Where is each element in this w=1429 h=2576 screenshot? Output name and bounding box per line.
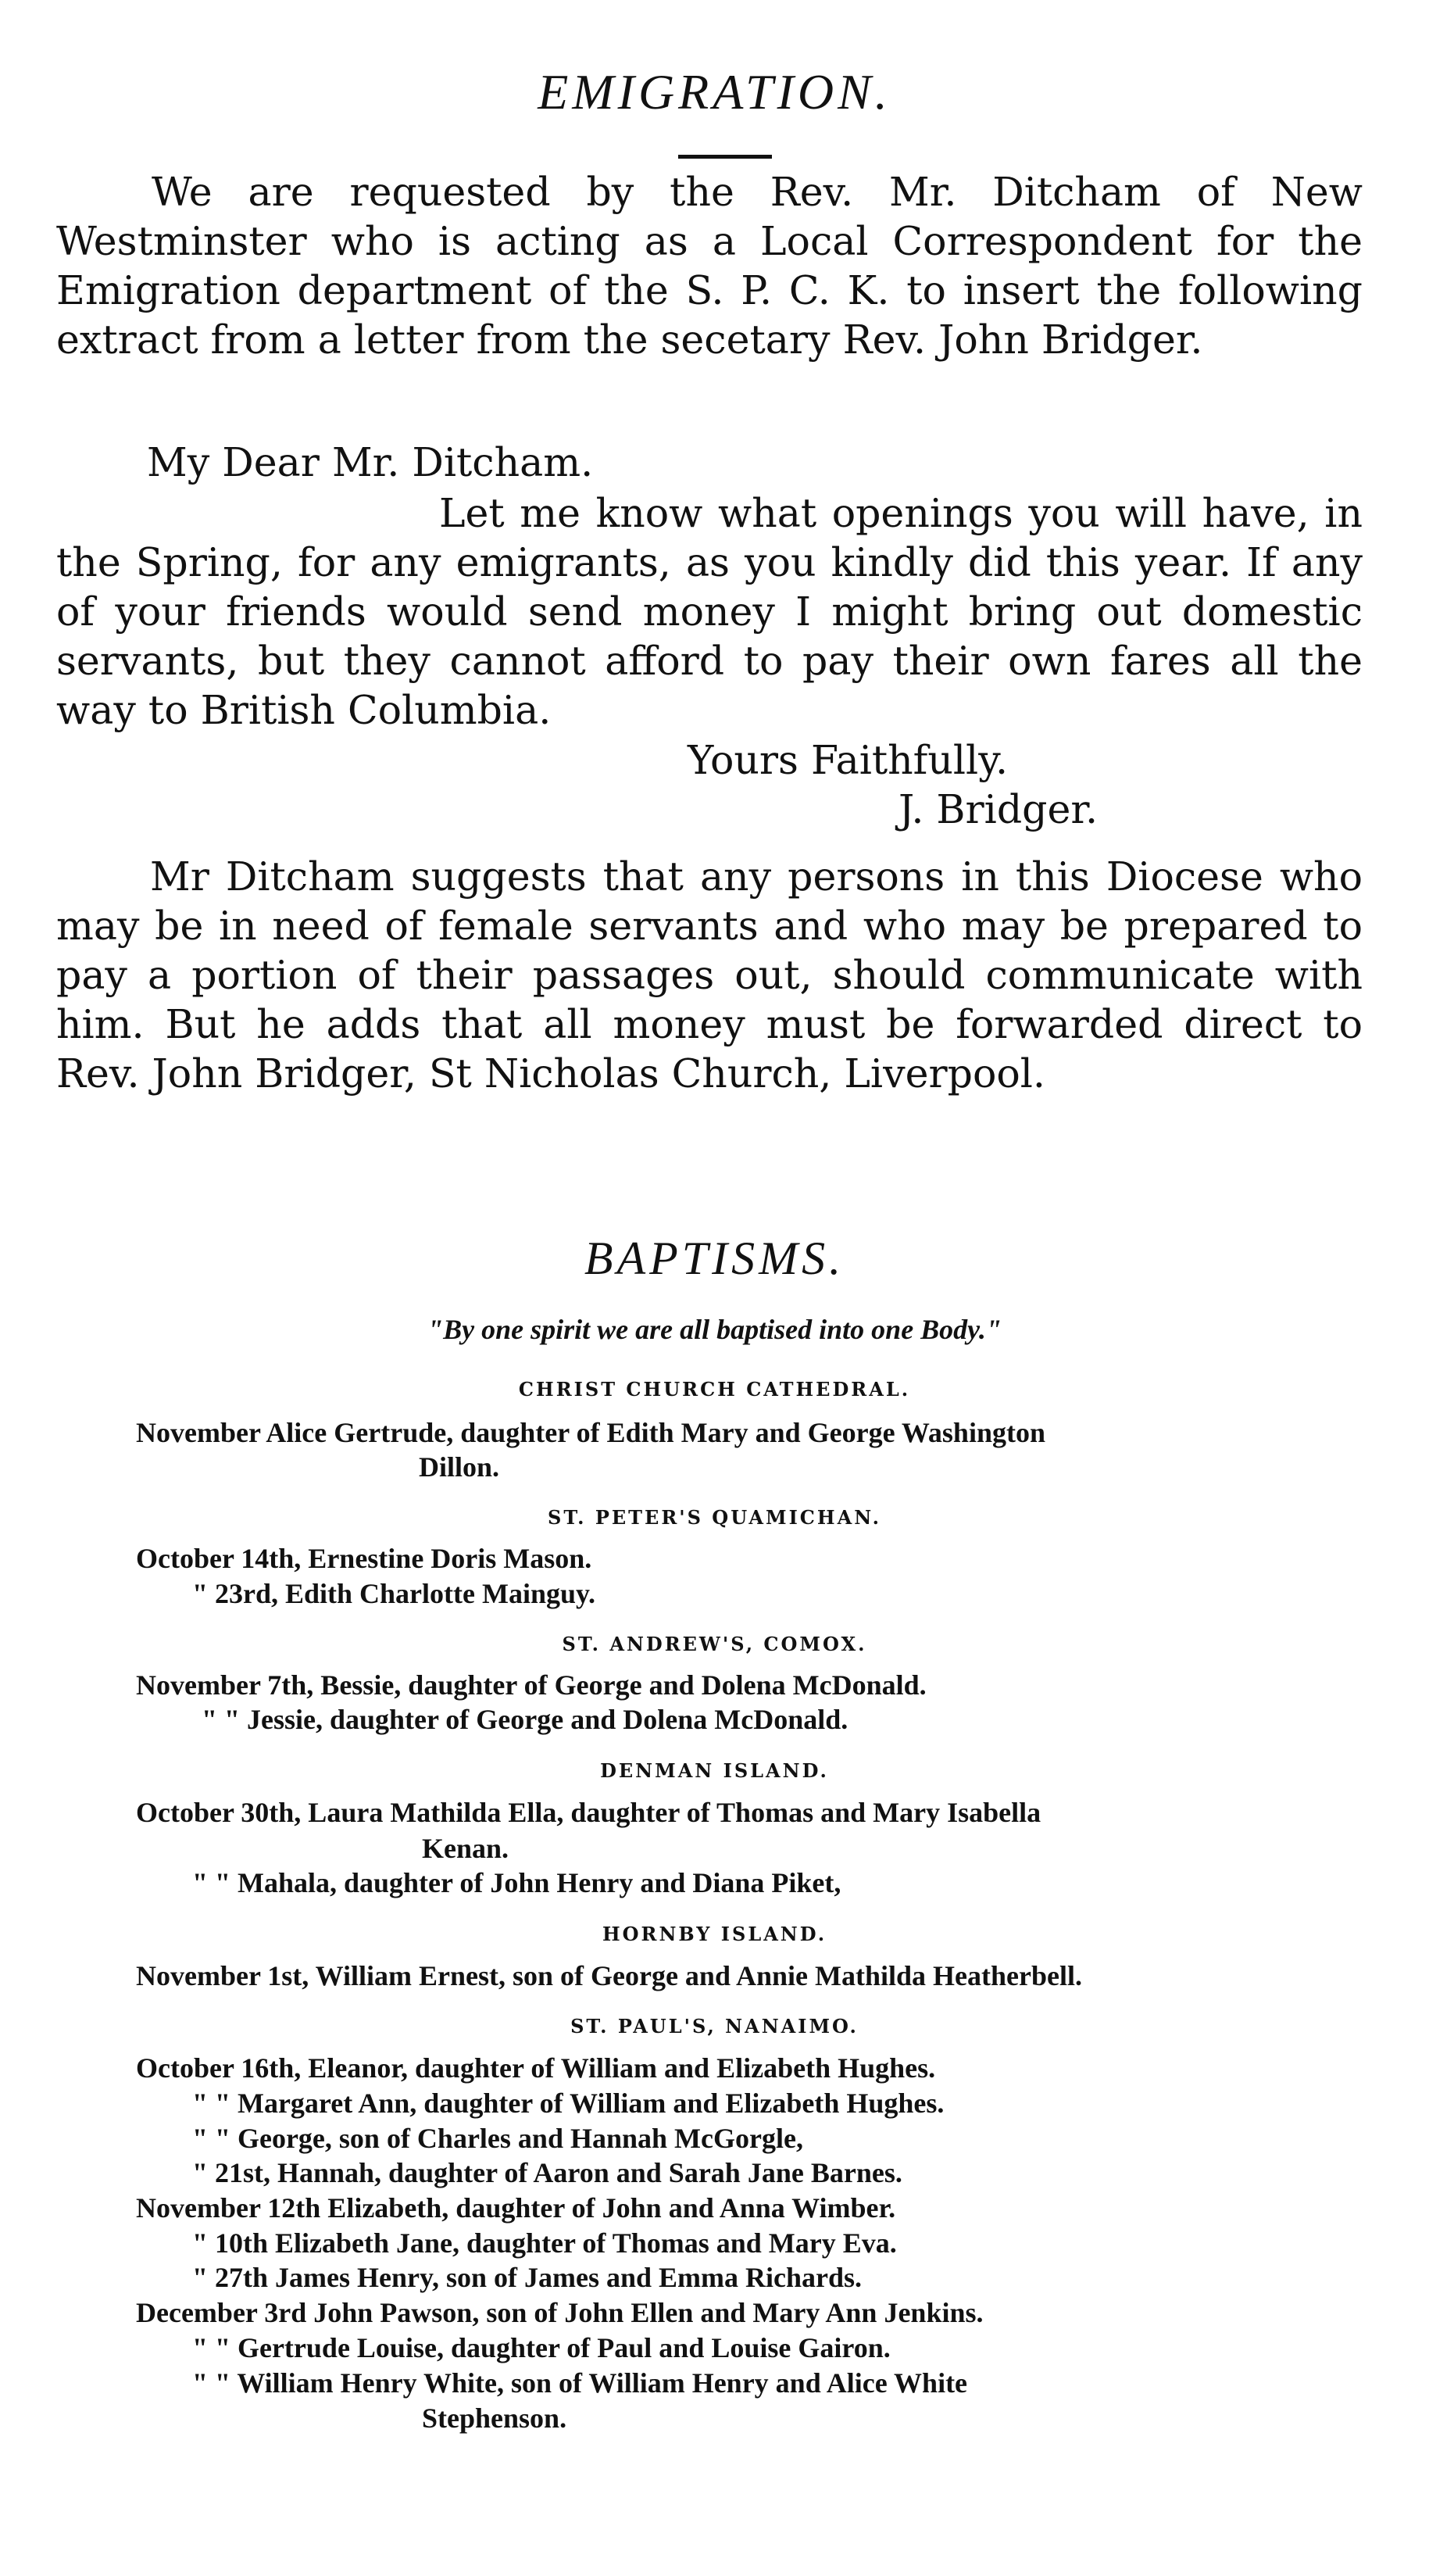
baptisms-scripture-quote: "By one spirit we are all baptised into one Body." (427, 1314, 1002, 1345)
baptism-entry: " " Gertrude Louise, daughter of Paul and Louise Gairon. (192, 2332, 891, 2363)
emigration-intro-paragraph: We are requested by the Rev. Mr. Ditcham of New Westminster who is acting as a Local Correspondent for the Emigration department of the S. P. C. K. to insert the following extract from a letter from the secetary Rev. John Bridger. (56, 169, 1363, 363)
baptism-entry: October 16th, Eleanor, daughter of William and Elizabeth Hughes. (136, 2052, 936, 2084)
baptism-entry: November 7th, Bessie, daughter of George and Dolena McDonald. (136, 1669, 927, 1701)
letter-body: Let me know what openings you will have, in the Spring, for any emigrants, as you kindly did this year. If any of your friends would send money I might bring out domestic servants, but they cannot afford to pay their own fares all the way to British Columbia. (56, 490, 1363, 733)
baptism-entry: November 12th Elizabeth, daughter of John and Anna Wimber. (136, 2192, 896, 2224)
church-heading: ST. PETER'S QUAMICHAN. (548, 1506, 881, 1529)
baptism-entry: November Alice Gertrude, daughter of Edith Mary and George Washington (136, 1417, 1045, 1448)
baptism-entry: " " Mahala, daughter of John Henry and Diana Piket, (192, 1867, 841, 1898)
baptism-entry: " 10th Elizabeth Jane, daughter of Thomas and Mary Eva. (192, 2227, 897, 2259)
baptism-entry: " 21st, Hannah, daughter of Aaron and Sarah Jane Barnes. (192, 2157, 902, 2188)
baptism-entry: December 3rd John Pawson, son of John Ellen and Mary Ann Jenkins. (136, 2297, 984, 2328)
baptism-entry-continuation: Stephenson. (422, 2402, 567, 2434)
letter-signature: J. Bridger. (898, 786, 1099, 832)
baptism-entry: " 27th James Henry, son of James and Emma Richards. (192, 2262, 863, 2293)
baptism-entry: October 14th, Ernestine Doris Mason. (136, 1543, 592, 1574)
emigration-heading: EMIGRATION. (538, 64, 891, 120)
baptism-entry: " " Margaret Ann, daughter of William and Elizabeth Hughes. (192, 2088, 945, 2119)
baptism-entry-continuation: Kenan. (422, 1833, 509, 1864)
heading-rule (678, 155, 772, 159)
baptism-entry-continuation: Dillon. (419, 1451, 500, 1483)
baptism-entry: " " Jessie, daughter of George and Dolena McDonald. (202, 1704, 848, 1735)
baptism-entry: November 1st, William Ernest, son of George and Annie Mathilda Heatherbell. (136, 1960, 1082, 1991)
church-heading: HORNBY ISLAND. (602, 1923, 827, 1945)
church-heading: DENMAN ISLAND. (600, 1759, 829, 1782)
baptism-entry: " " George, son of Charles and Hannah McGorgle, (192, 2123, 803, 2154)
church-heading: CHRIST CHURCH CATHEDRAL. (518, 1378, 911, 1401)
church-heading: ST. ANDREW'S, COMOX. (562, 1633, 867, 1655)
church-heading: ST. PAUL'S, NANAIMO. (570, 2015, 859, 2038)
baptisms-heading: BAPTISMS. (584, 1233, 845, 1284)
letter-salutation: My Dear Mr. Ditcham. (147, 439, 594, 485)
baptism-entry: " 23rd, Edith Charlotte Mainguy. (192, 1578, 596, 1609)
baptism-entry: " " William Henry White, son of William Henry and Alice White (192, 2367, 968, 2399)
baptism-entry: October 30th, Laura Mathilda Ella, daughter of Thomas and Mary Isabella (136, 1797, 1041, 1828)
letter-closing: Yours Faithfully. (688, 737, 1009, 783)
emigration-note-paragraph: Mr Ditcham suggests that any persons in this Diocese who may be in need of female servants and who may be prepared to pay a portion of their passages out, should communicate with him. But he adds that all money must be forwarded direct to Rev. John Bridger, St Nicholas Church, Liverpool. (56, 853, 1363, 1097)
